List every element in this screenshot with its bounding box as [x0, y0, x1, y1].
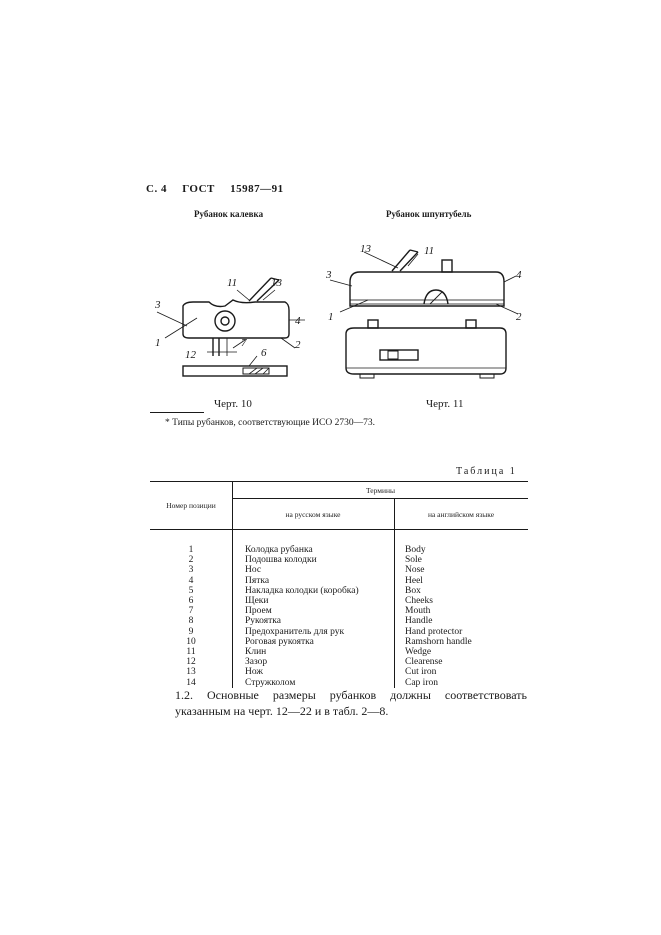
- row-russian-term: Роговая рукоятка: [233, 637, 395, 647]
- label-13: 13: [271, 277, 282, 289]
- row-russian-term: Рукоятка: [233, 616, 395, 626]
- row-english-term: Mouth: [395, 606, 529, 616]
- table-row: [150, 637, 528, 647]
- page-header: [146, 183, 296, 195]
- row-english-term: Wedge: [395, 647, 529, 657]
- row-english-term: Hand protector: [395, 627, 529, 637]
- row-english-term: Heel: [395, 576, 529, 586]
- label-2: 2: [295, 339, 301, 351]
- header-position: Номер позиции: [150, 482, 233, 530]
- table-row: [150, 627, 528, 637]
- row-number: 8: [188, 616, 194, 627]
- label-3: 3: [155, 299, 161, 311]
- table-row: [150, 657, 528, 667]
- row-russian-term: Подошва колодки: [233, 555, 395, 565]
- row-english-term: Body: [395, 530, 529, 556]
- label-1: 1: [328, 311, 334, 323]
- figure-title-right: Рубанок шпунтубель: [386, 209, 472, 219]
- table-row: [150, 596, 528, 606]
- row-russian-term: Нос: [233, 565, 395, 575]
- row-russian-term: Щеки: [233, 596, 395, 606]
- paragraph: 1.2. Основные размеры рубанков должны соответствовать указанным на черт. 12—22 и в табл. 2—8.: [175, 688, 527, 718]
- row-number: 3: [188, 565, 194, 576]
- row-number: 1: [188, 545, 194, 555]
- row-number: 2: [188, 555, 194, 566]
- row-english-term: Clearense: [395, 657, 529, 667]
- header-terms: Термины: [233, 482, 529, 499]
- figure-title-left: Рубанок калевка: [194, 209, 264, 219]
- table-row: [150, 565, 528, 575]
- row-number: 12: [186, 657, 196, 668]
- table-row: [150, 576, 528, 586]
- label-7: 7: [241, 337, 247, 349]
- row-english-term: Box: [395, 586, 529, 596]
- table-row: [150, 647, 528, 657]
- table-row: [150, 530, 528, 556]
- row-russian-term: Предохранитель для рук: [233, 627, 395, 637]
- row-number: 10: [186, 636, 196, 647]
- row-english-term: Ramshorn handle: [395, 637, 529, 647]
- row-russian-term: Стружколом: [233, 678, 395, 688]
- standard-number: 15987—91: [230, 183, 284, 195]
- label-6: 6: [261, 347, 267, 359]
- label-11: 11: [424, 245, 435, 257]
- row-number: 4: [188, 575, 194, 586]
- plane-drawing-left: [145, 268, 305, 383]
- label-4: 4: [516, 269, 522, 281]
- row-russian-term: Проем: [233, 606, 395, 616]
- plane-drawing-right: [320, 238, 530, 383]
- row-russian-term: Колодка рубанка: [233, 530, 395, 556]
- row-number: 13: [186, 667, 196, 678]
- row-number: 11: [186, 647, 196, 658]
- row-english-term: Nose: [395, 565, 529, 575]
- table-label: Таблица 1: [456, 466, 517, 477]
- row-english-term: Cut iron: [395, 667, 529, 677]
- row-number: 5: [188, 585, 194, 596]
- row-russian-term: Накладка колодки (коробка): [233, 586, 395, 596]
- row-russian-term: Зазор: [233, 657, 395, 667]
- row-english-term: Handle: [395, 616, 529, 626]
- table-row: [150, 606, 528, 616]
- table-row: [150, 667, 528, 677]
- label-11: 11: [227, 277, 238, 289]
- row-english-term: Cap iron: [395, 678, 529, 688]
- row-russian-term: Пятка: [233, 576, 395, 586]
- row-number: 6: [188, 596, 194, 607]
- footnote-rule: [150, 412, 204, 413]
- label-1: 1: [155, 337, 161, 349]
- header-russian: на русском языке: [233, 499, 395, 530]
- label-3: 3: [326, 269, 332, 281]
- table-row: [150, 586, 528, 596]
- terms-table: [150, 481, 528, 688]
- figure-caption-right: Черт. 11: [426, 398, 464, 410]
- standard-name: ГОСТ: [182, 183, 215, 195]
- row-number: 7: [188, 606, 194, 617]
- label-4: 4: [295, 315, 301, 327]
- table-row: [150, 555, 528, 565]
- figure-caption-left: Черт. 10: [214, 398, 252, 410]
- row-number: 14: [186, 677, 196, 688]
- label-12: 12: [185, 349, 196, 361]
- label-2: 2: [516, 311, 522, 323]
- table-body: [150, 530, 528, 688]
- page-number: С. 4: [146, 183, 167, 195]
- table-row: [150, 616, 528, 626]
- row-number: 9: [188, 626, 194, 637]
- row-english-term: Sole: [395, 555, 529, 565]
- row-russian-term: Клин: [233, 647, 395, 657]
- label-13: 13: [360, 243, 371, 255]
- header-english: на английском языке: [395, 499, 529, 530]
- row-english-term: Cheeks: [395, 596, 529, 606]
- footnote: * Типы рубанков, соответствующие ИСО 2730—73.: [165, 418, 375, 428]
- row-russian-term: Нож: [233, 667, 395, 677]
